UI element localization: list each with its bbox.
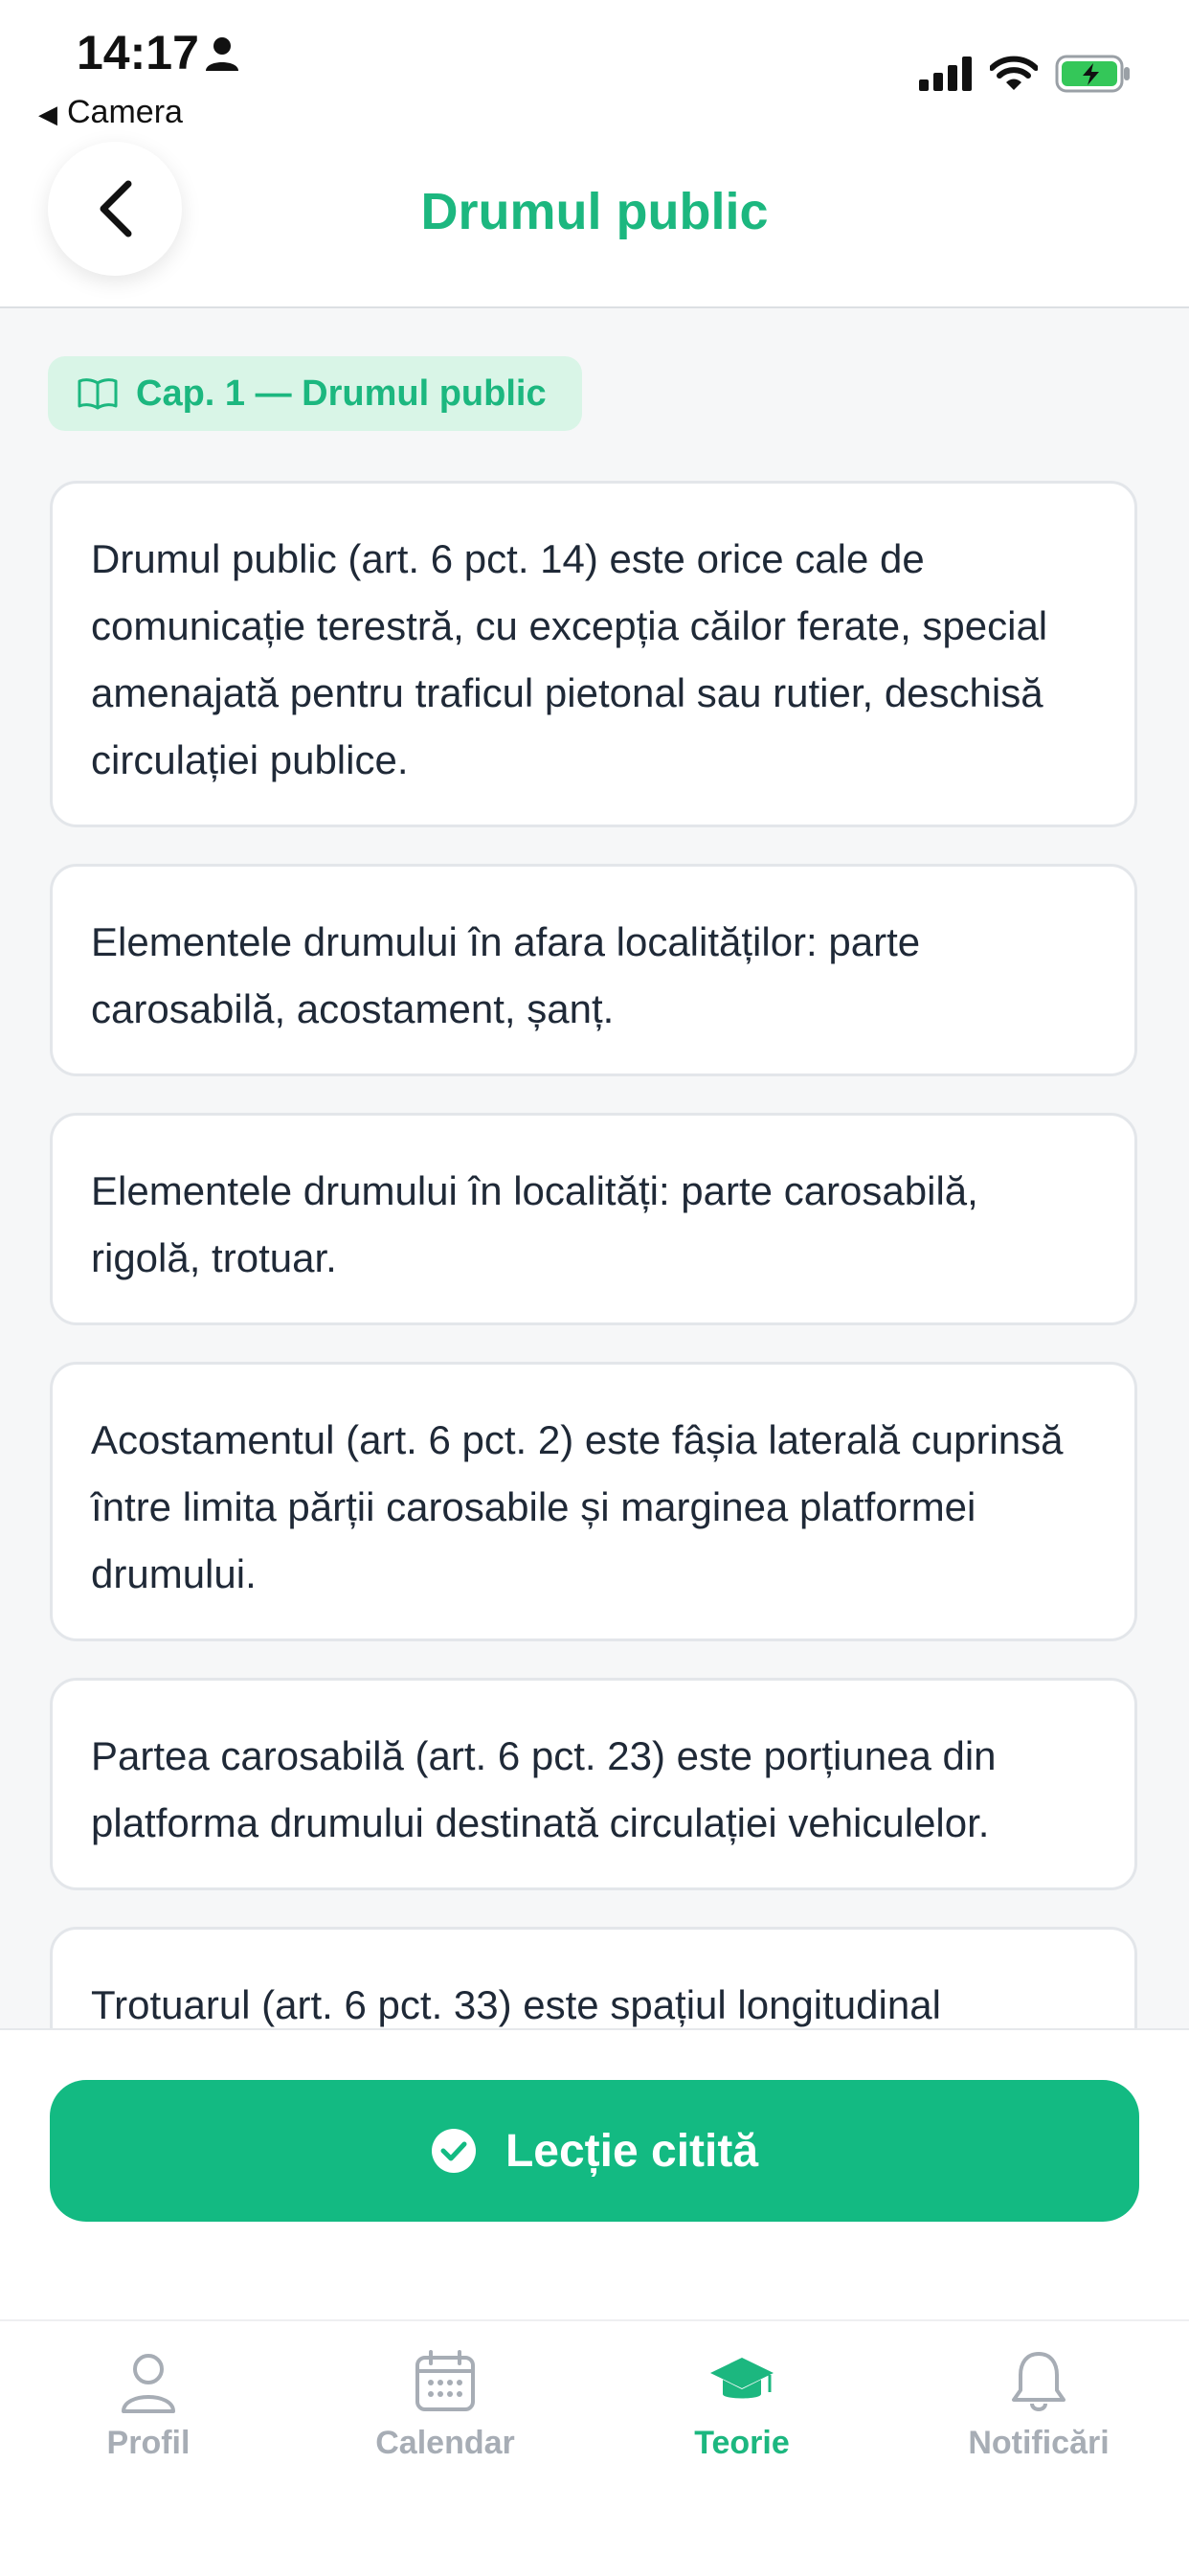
lesson-card bbox=[50, 1362, 1137, 1641]
book-icon bbox=[77, 377, 119, 410]
tab-profil[interactable] bbox=[0, 2348, 297, 2492]
chapter-label: Cap. 1 — Drumul public bbox=[136, 373, 547, 414]
header bbox=[0, 134, 1189, 308]
tab-label: Notificări bbox=[968, 2425, 1110, 2461]
lesson-card-text: Elementele drumului în localități: parte carosabilă, rigolă, trotuar. bbox=[91, 1168, 978, 1280]
tab-notificari[interactable] bbox=[890, 2348, 1187, 2492]
calendar-icon bbox=[412, 2348, 479, 2415]
bottom-action-panel bbox=[0, 2028, 1189, 2321]
back-app-label: Camera bbox=[67, 94, 183, 130]
person-icon bbox=[115, 2348, 182, 2415]
lesson-card-text: Elementele drumului în afara localităților: parte carosabilă, acostament, șanț. bbox=[91, 919, 921, 1031]
lesson-read-label: Lecție citită bbox=[505, 2125, 759, 2177]
back-to-app-link[interactable] bbox=[38, 94, 183, 131]
tab-teorie[interactable] bbox=[594, 2348, 890, 2492]
lesson-card bbox=[50, 1927, 1137, 2028]
tab-label: Teorie bbox=[694, 2425, 790, 2461]
tab-label: Profil bbox=[106, 2425, 191, 2461]
lesson-card bbox=[50, 864, 1137, 1076]
lesson-card bbox=[50, 481, 1137, 827]
battery-charging-icon bbox=[1055, 55, 1132, 93]
graduation-cap-icon bbox=[708, 2348, 775, 2415]
back-triangle-icon: ◀ bbox=[38, 100, 57, 128]
tab-label: Calendar bbox=[375, 2425, 515, 2461]
wifi-icon bbox=[990, 56, 1038, 92]
lesson-card-text: Acostamentul (art. 6 pct. 2) este fâșia laterală cuprinsă între limita părții carosabile și marginea platformei drumului. bbox=[91, 1417, 1064, 1596]
check-circle-icon bbox=[431, 2128, 477, 2174]
status-bar bbox=[0, 0, 1189, 134]
tab-bar bbox=[0, 2319, 1189, 2576]
lesson-card-text: Partea carosabilă (art. 6 pct. 23) este porțiunea din platforma drumului destinată circulației vehiculelor. bbox=[91, 1733, 997, 1845]
lesson-card-text: Drumul public (art. 6 pct. 14) este orice cale de comunicație terestră, cu excepția căilor ferate, special amenajată pentru traficul pietonal sau rutier, deschisă circulației publice. bbox=[91, 536, 1048, 782]
person-status-icon bbox=[203, 34, 241, 73]
lesson-card bbox=[50, 1113, 1137, 1325]
signal-icon bbox=[919, 56, 973, 91]
bell-icon bbox=[1005, 2348, 1072, 2415]
lesson-content[interactable] bbox=[0, 308, 1189, 2028]
page-title: Drumul public bbox=[420, 183, 769, 240]
tab-calendar[interactable] bbox=[297, 2348, 594, 2492]
lesson-card bbox=[50, 1678, 1137, 1890]
chapter-chip bbox=[48, 356, 582, 431]
lesson-read-button[interactable] bbox=[50, 2080, 1139, 2222]
status-indicators bbox=[919, 50, 1132, 98]
status-time: 14:17 bbox=[77, 26, 199, 79]
lesson-card-text: Trotuarul (art. 6 pct. 33) este spațiul longitudinal bbox=[91, 1982, 941, 2027]
